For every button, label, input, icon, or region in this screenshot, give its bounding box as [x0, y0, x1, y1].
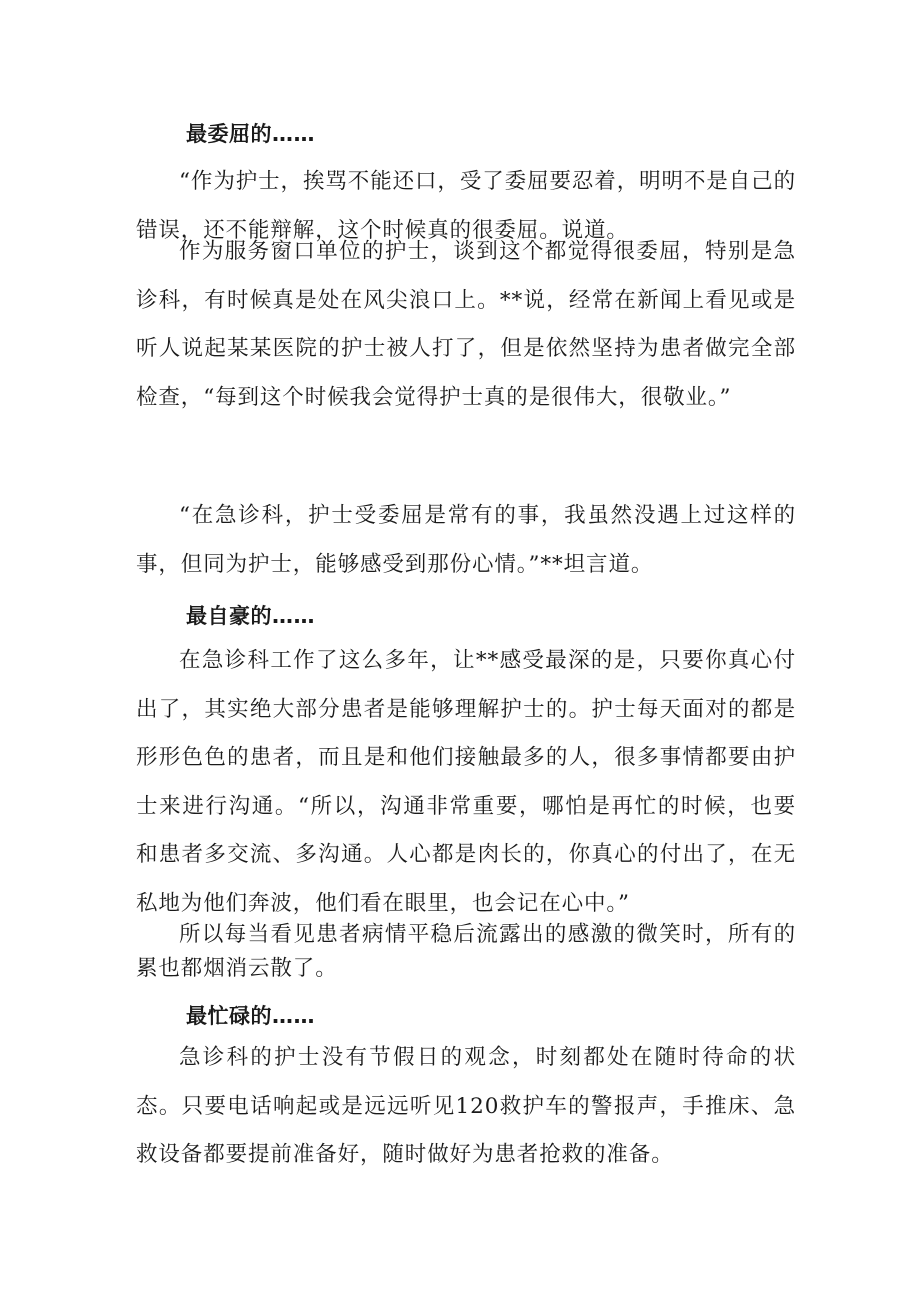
section-heading-busy: 最忙碌的……: [186, 1004, 315, 1028]
paragraph-pride-communication: 在急诊科工作了这么多年，让**感受最深的是，只要你真心付出了，其实绝大部分患者是能够理解护士的。护士每天面对的都是形形色色的患者，而且是和他们接触最多的人，很多事情都要由护士来进行沟通。“所以，沟通非常重要，哪怕是再忙的时候，也要和患者多交流、多沟通。人心都是肉长的，你真心的付出了，在无私地为他们奔波，他们看在眼里，也会记在心中。”: [136, 648, 796, 916]
paragraph-grievance-quote: “作为护士，挨骂不能还口，受了委屈要忍着，明明不是自己的错误，还不能辩解，这个时候真的很委屈。说道。: [136, 169, 796, 243]
paragraph-busy-standby: 急诊科的护士没有节假日的观念，时刻都处在随时待命的状态。只要电话响起或是远远听见120救护车的警报声，手推床、急救设备都要提前准备好，随时做好为患者抢救的准备。: [136, 1045, 796, 1167]
section-heading-pride: 最自豪的……: [186, 604, 315, 628]
paragraph-grievance-colleague: “在急诊科，护士受委屈是常有的事，我虽然没遇上过这样的事，但同为护士，能够感受到那份心情。”**坦言道。: [136, 503, 796, 577]
paragraph-grievance-service: 作为服务窗口单位的护士，谈到这个都觉得很委屈，特别是急诊科，有时候真是处在风尖浪口上。**说，经常在新闻上看见或是听人说起某某医院的护士被人打了，但是依然坚持为患者做完全部检查，“每到这个时候我会觉得护士真的是很伟大，很敬业。”: [136, 239, 796, 410]
paragraph-pride-gratitude: 所以每当看见患者病情平稳后流露出的感激的微笑时，所有的累也都烟消云散了。: [136, 922, 796, 981]
section-heading-grievance: 最委屈的……: [186, 122, 315, 146]
